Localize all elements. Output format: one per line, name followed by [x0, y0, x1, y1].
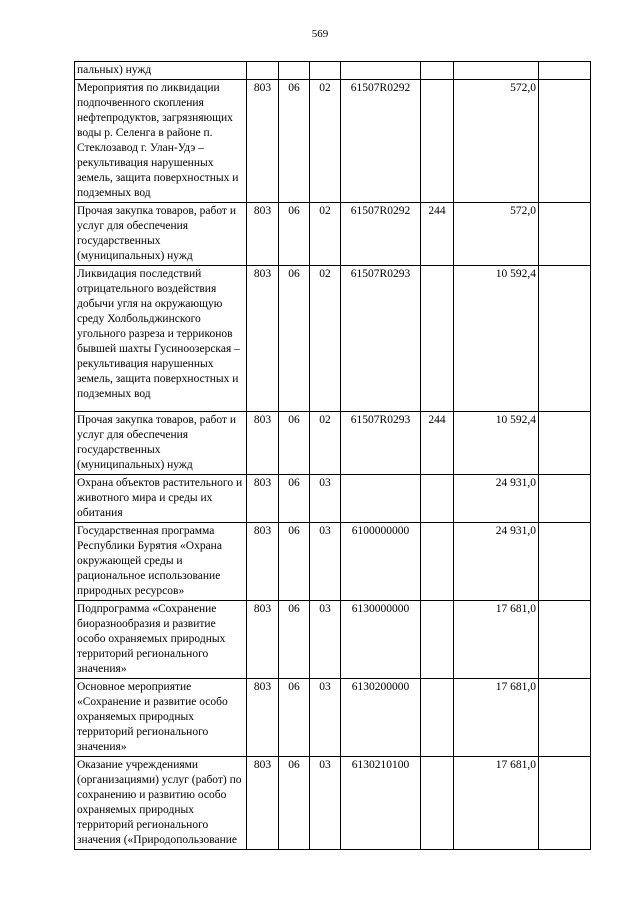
row-grbs: 803 — [247, 80, 279, 203]
row-subsection: 02 — [310, 266, 341, 412]
budget-table — [74, 61, 591, 850]
row-name: Прочая закупка товаров, работ и услуг для обеспечения государственных (муниципальных) нужд — [75, 412, 247, 475]
row-amount: 10 592,4 — [454, 266, 539, 412]
row-section: 06 — [279, 679, 310, 757]
page-number: 569 — [311, 28, 329, 40]
table-row — [75, 412, 591, 475]
row-target-article: 61507R0292 — [341, 203, 421, 266]
row-subsection — [310, 62, 341, 80]
table-row — [75, 523, 591, 601]
row-grbs: 803 — [247, 203, 279, 266]
row-amount: 17 681,0 — [454, 601, 539, 679]
row-name: Ликвидация последствий отрицательного воздействия добычи угля на окружающую среду Холбольджинского угольного разреза и терриконов бывшей шахты Гусиноозерская – рекультивация нарушенных земель, защита поверхностных и подземных вод — [75, 266, 247, 412]
row-subsection: 03 — [310, 757, 341, 850]
row-expense-type: 244 — [421, 412, 454, 475]
row-empty-cell — [539, 757, 591, 850]
table-row — [75, 266, 591, 412]
row-subsection: 02 — [310, 203, 341, 266]
row-subsection: 03 — [310, 601, 341, 679]
row-expense-type — [421, 679, 454, 757]
row-subsection: 03 — [310, 523, 341, 601]
row-target-article: 6130200000 — [341, 679, 421, 757]
row-target-article: 61507R0293 — [341, 412, 421, 475]
table-row — [75, 757, 591, 850]
row-section: 06 — [279, 475, 310, 523]
row-expense-type — [421, 62, 454, 80]
row-subsection: 03 — [310, 679, 341, 757]
table-row — [75, 679, 591, 757]
row-amount: 10 592,4 — [454, 412, 539, 475]
row-grbs: 803 — [247, 757, 279, 850]
row-name: Подпрограмма «Сохранение биоразнообразия и развитие особо охраняемых природных территорий регионального значения» — [75, 601, 247, 679]
row-expense-type — [421, 601, 454, 679]
row-grbs: 803 — [247, 601, 279, 679]
row-empty-cell — [539, 475, 591, 523]
row-name: Государственная программа Республики Бурятия «Охрана окружающей среды и рациональное использование природных ресурсов» — [75, 523, 247, 601]
row-empty-cell — [539, 80, 591, 203]
row-subsection: 02 — [310, 80, 341, 203]
row-section: 06 — [279, 80, 310, 203]
row-name: пальных) нужд — [75, 62, 247, 80]
row-section: 06 — [279, 523, 310, 601]
row-grbs: 803 — [247, 412, 279, 475]
row-empty-cell — [539, 412, 591, 475]
row-expense-type — [421, 757, 454, 850]
row-amount: 24 931,0 — [454, 475, 539, 523]
table-row — [75, 475, 591, 523]
row-name: Охрана объектов растительного и животного мира и среды их обитания — [75, 475, 247, 523]
row-amount: 572,0 — [454, 80, 539, 203]
row-subsection: 02 — [310, 412, 341, 475]
table-row — [75, 601, 591, 679]
row-empty-cell — [539, 523, 591, 601]
row-name: Основное мероприятие «Сохранение и развитие особо охраняемых природных территорий регионального значения» — [75, 679, 247, 757]
row-grbs: 803 — [247, 266, 279, 412]
table-row — [75, 62, 591, 80]
row-amount: 17 681,0 — [454, 679, 539, 757]
row-amount — [454, 62, 539, 80]
row-target-article: 61507R0292 — [341, 80, 421, 203]
row-empty-cell — [539, 203, 591, 266]
table-row — [75, 203, 591, 266]
row-subsection: 03 — [310, 475, 341, 523]
row-grbs: 803 — [247, 523, 279, 601]
row-empty-cell — [539, 679, 591, 757]
row-section: 06 — [279, 601, 310, 679]
table-row — [75, 80, 591, 203]
row-name: Прочая закупка товаров, работ и услуг для обеспечения государственных (муниципальных) нужд — [75, 203, 247, 266]
row-target-article: 61507R0293 — [341, 266, 421, 412]
row-amount: 24 931,0 — [454, 523, 539, 601]
row-section: 06 — [279, 757, 310, 850]
row-name: Оказание учреждениями (организациями) услуг (работ) по сохранению и развитию особо охраняемых природных территорий регионального значения («Природопользование — [75, 757, 247, 850]
row-amount: 572,0 — [454, 203, 539, 266]
budget-table-body — [75, 62, 591, 850]
row-expense-type: 244 — [421, 203, 454, 266]
row-target-article — [341, 62, 421, 80]
row-expense-type — [421, 80, 454, 203]
row-expense-type — [421, 266, 454, 412]
row-section: 06 — [279, 412, 310, 475]
row-name: Мероприятия по ликвидации подпочвенного скопления нефтепродуктов, загрязняющих воды р. Селенга в районе п. Стеклозавод г. Улан-Удэ – рекультивация нарушенных земель, защита поверхностных и подземных вод — [75, 80, 247, 203]
row-expense-type — [421, 523, 454, 601]
row-grbs: 803 — [247, 679, 279, 757]
row-target-article: 6100000000 — [341, 523, 421, 601]
row-target-article: 6130210100 — [341, 757, 421, 850]
row-empty-cell — [539, 601, 591, 679]
row-grbs — [247, 62, 279, 80]
row-grbs: 803 — [247, 475, 279, 523]
row-target-article: 6130000000 — [341, 601, 421, 679]
row-section: 06 — [279, 203, 310, 266]
row-empty-cell — [539, 266, 591, 412]
row-section — [279, 62, 310, 80]
row-target-article — [341, 475, 421, 523]
row-section: 06 — [279, 266, 310, 412]
row-empty-cell — [539, 62, 591, 80]
row-expense-type — [421, 475, 454, 523]
row-amount: 17 681,0 — [454, 757, 539, 850]
